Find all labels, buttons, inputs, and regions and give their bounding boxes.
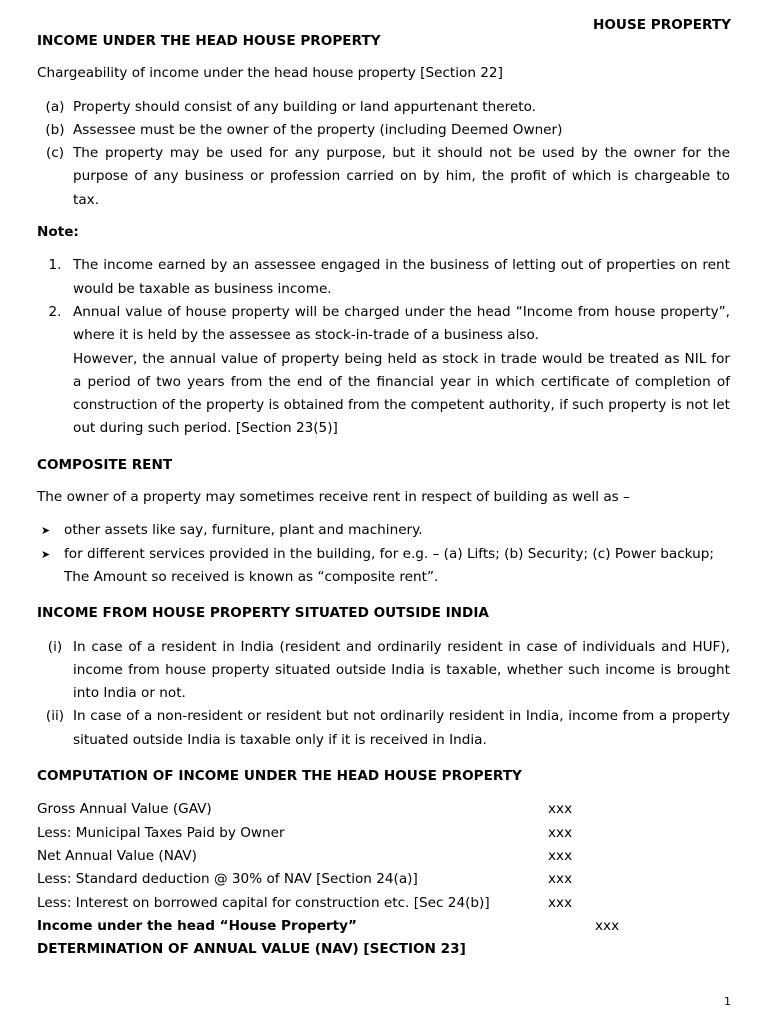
section-title-income-house-property: INCOME UNDER THE HEAD HOUSE PROPERTY <box>37 33 381 49</box>
page-number: 1 <box>724 995 731 1008</box>
computation-label: Net Annual Value (NAV) <box>37 847 197 864</box>
list-item-label: (b) <box>45 121 65 138</box>
bullet-item <box>37 519 730 542</box>
note-item-text: Annual value of house property will be charged under the head “Income from house property”, where it is held by the assessee as stock-in-trade of a business also. <box>73 303 730 344</box>
list-item <box>37 119 730 142</box>
computation-label: Less: Municipal Taxes Paid by Owner <box>37 824 285 841</box>
note-item-extra: However, the annual value of property being held as stock in trade would be treated as NIL for a period of two years from the end of the financial year in which certificate of completion of construction of the property is obtained from the competent authority, if such property is not let out during such period. [Section 23(5)] <box>73 350 730 437</box>
arrow-bullet-icon: ➤ <box>41 547 51 561</box>
note-title: Note: <box>37 224 79 241</box>
computation-row <box>37 845 730 868</box>
computation-row <box>37 868 730 891</box>
list-item-label: 1. <box>48 257 62 274</box>
section-title-computation: COMPUTATION OF INCOME UNDER THE HEAD HOUSE PROPERTY <box>37 768 522 785</box>
list-item-label: (ii) <box>45 708 65 725</box>
list-item <box>37 254 730 301</box>
list-item <box>37 636 730 706</box>
section-title-determination: DETERMINATION OF ANNUAL VALUE (NAV) [SECTION 23] <box>37 941 466 958</box>
list-item-label: 2. <box>48 303 62 320</box>
list-item-text: The property may be used for any purpose, but it should not be used by the owner for the purpose of any business or profession carried on by him, the profit of which is chargeable to tax. <box>73 145 730 208</box>
section-title-outside-india: INCOME FROM HOUSE PROPERTY SITUATED OUTSIDE INDIA <box>37 605 489 622</box>
outside-india-list <box>37 636 730 752</box>
list-item-text: Property should consist of any building or land appurtenant thereto. <box>73 98 536 115</box>
composite-bullets <box>37 519 730 589</box>
list-item-label: (c) <box>45 145 65 162</box>
list-item <box>37 705 730 752</box>
computation-amount: xxx <box>548 894 573 911</box>
chargeability-intro: Chargeability of income under the head house property [Section 22] <box>37 65 503 82</box>
computation-amount: xxx <box>548 824 573 841</box>
computation-total-amount: xxx <box>595 917 620 934</box>
computation-table <box>37 798 730 938</box>
computation-amount: xxx <box>548 847 573 864</box>
list-item-label: (i) <box>47 638 63 655</box>
list-item-text <box>73 301 730 441</box>
section-title-composite-rent: COMPOSITE RENT <box>37 456 173 473</box>
note-list <box>37 254 730 440</box>
computation-label: Less: Interest on borrowed capital for construction etc. [Sec 24(b)] <box>37 894 490 911</box>
running-header: HOUSE PROPERTY <box>593 17 731 33</box>
chargeability-list <box>37 96 730 212</box>
computation-row <box>37 892 730 915</box>
composite-intro: The owner of a property may sometimes receive rent in respect of building as well as – <box>37 489 630 506</box>
list-item <box>37 301 730 441</box>
list-item-text: In case of a resident in India (resident and ordinarily resident in case of individuals and HUF), income from house property situated outside India is taxable, whether such income is brought into India or not. <box>73 638 730 702</box>
list-item <box>37 142 730 212</box>
list-item-text: Assessee must be the owner of the property (including Deemed Owner) <box>73 121 563 138</box>
computation-total-row <box>37 915 730 938</box>
list-item-text: The income earned by an assessee engaged in the business of letting out of properties on rent would be taxable as business income. <box>73 257 730 297</box>
document-body <box>37 14 730 961</box>
computation-row <box>37 798 730 821</box>
computation-total-label: Income under the head “House Property” <box>37 917 357 934</box>
bullet-text: for different services provided in the building, for e.g. – (a) Lifts; (b) Security; (c) Power backup; <box>64 545 714 562</box>
composite-closing: The Amount so received is known as “composite rent”. <box>64 568 439 585</box>
bullet-item <box>37 543 730 566</box>
list-item-text: In case of a non-resident or resident but not ordinarily resident in India, income from a property situated outside India is taxable only if it is received in India. <box>73 708 730 748</box>
list-item-label: (a) <box>45 98 65 115</box>
list-item <box>37 96 730 119</box>
computation-amount: xxx <box>548 801 573 818</box>
computation-label: Gross Annual Value (GAV) <box>37 801 212 818</box>
arrow-bullet-icon: ➤ <box>41 524 51 538</box>
computation-row <box>37 822 730 845</box>
bullet-text: other assets like say, furniture, plant and machinery. <box>64 522 423 539</box>
computation-amount: xxx <box>548 871 573 888</box>
computation-label: Less: Standard deduction @ 30% of NAV [Section 24(a)] <box>37 871 418 888</box>
